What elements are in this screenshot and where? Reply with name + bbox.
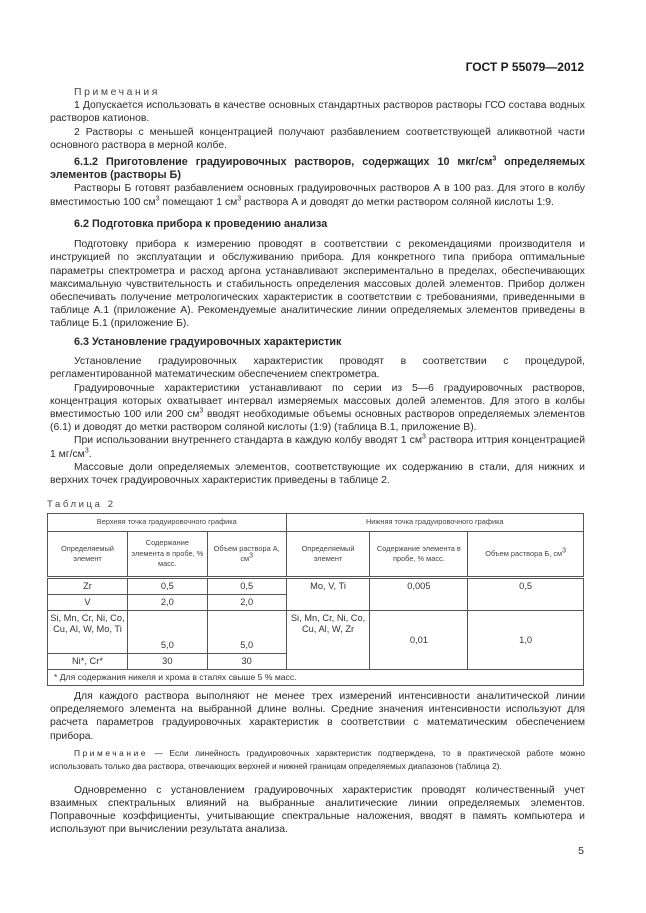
column-header: Определяемый элемент <box>286 532 370 578</box>
note <box>50 747 585 773</box>
table-cell: 0,5 <box>127 578 207 595</box>
notes-title: Примечания <box>74 87 160 98</box>
paragraph <box>50 182 585 208</box>
text: При использовании внутреннего стандарта в каждую колбу вводят 1 см <box>74 435 422 447</box>
superscript: 3 <box>84 447 89 455</box>
paragraph: Одновременно с установлением градуировочных характеристик проводят количественный учет взаимных спектральных влияний на выбранные аналитические линии определяемых элементов. Поправочные коэффициенты, учитывающие спектральные наложения, вводят в память компьютера и используют при вычислении результата анализа. <box>50 784 585 836</box>
table-cell: Si, Mn, Cr, Ni, Co, Cu, Al, W, Mo, Ti <box>48 611 128 654</box>
table-row <box>48 578 584 595</box>
superscript: 3 <box>492 155 497 163</box>
text: помещают 1 см <box>159 196 238 208</box>
section-6-2 <box>50 218 585 331</box>
page-number: 5 <box>578 845 584 857</box>
superscript: 3 <box>562 547 567 555</box>
after-table-block <box>50 690 585 837</box>
column-header: Содержание элемента в пробе, % масс. <box>370 532 468 578</box>
table-cell: 2,0 <box>127 595 207 611</box>
table-cell: 2,0 <box>207 595 286 611</box>
heading-text: 6.1.2 Приготовление градуировочных растворов, содержащих 10 мкг/см <box>74 156 493 168</box>
notes-block <box>50 86 585 152</box>
table-2 <box>47 513 584 686</box>
table-cell: Ni*, Cr* <box>48 654 128 670</box>
superscript: 3 <box>421 433 426 441</box>
table-cell: 5,0 <box>127 611 207 654</box>
table-footnote: * Для содержания никеля и хрома в сталях свыше 5 % масс. <box>48 670 584 686</box>
lower-point-header: Нижняя точка градуировочного графика <box>286 514 583 532</box>
paragraph: Подготовку прибора к измерению проводят в соответствии с рекомендациями производителя и инструкцией по эксплуатации и обслуживанию прибора. Для конкретного типа прибора оптимальные параметры спектрометра и расход аргона устанавливают экспериментально в пределах, обеспечивающих максимальную чувствительность и стабильность определения массовых долей элементов. Прибор должен обеспечивать получение метрологических характеристик в соответствии с требованиями, приведенными в таблице А.1 (приложение А). Рекомендуемые аналитические линии определяемых элементов приведены в таблице Б.1 (приложение Б). <box>50 239 585 330</box>
superscript: 3 <box>199 407 204 415</box>
table-cell: 0,5 <box>468 578 584 611</box>
text: Объем раствора А, см <box>213 543 280 563</box>
column-header: Определяемый элемент <box>48 532 128 578</box>
note-item: 2 Растворы с меньшей концентрацией получают разбавлением соответствующей аликвотной части основного раствора в мерной колбе. <box>50 126 585 151</box>
table-cell: Zr <box>48 578 128 595</box>
document-id-header: ГОСТ Р 55079—2012 <box>465 60 584 74</box>
text: раствора А и доводят до метки раствором соляной кислоты 1:9. <box>241 196 554 208</box>
section-6-3 <box>50 336 585 487</box>
text: раствора иттрия концентрацией 1 мг/см <box>50 435 585 460</box>
paragraph: Массовые доли определяемых элементов, соответствующие их содержанию в стали, для нижних и верхних точек градуировочных характеристик приведены в таблице 2. <box>50 461 585 487</box>
section-heading: 6.2 Подготовка прибора к проведению анализа <box>74 218 328 230</box>
text: вводят необходимые объемы основных растворов определяемых элементов (6.1) и доводят до метки раствором соляной кислоты (1:9) (таблица В.1, приложение В). <box>50 409 585 434</box>
superscript: 3 <box>237 195 242 203</box>
table-cell: 30 <box>127 654 207 670</box>
paragraph: При использовании внутреннего стандарта в каждую колбу вводят 1 $см^3$ раствора иттрия концентрацией 1 $мг/см^3$. <box>50 433 585 460</box>
table-cell: 0,01 <box>370 611 468 670</box>
column-header <box>207 532 286 578</box>
paragraph <box>50 382 585 435</box>
table-cell: V <box>48 595 128 611</box>
section-heading <box>50 156 585 182</box>
text: Градуировочные характеристики устанавливают по серии из 5—6 градуировочных растворов, концентрация которых охватывает интервал измеряемых массовых долей элементов. Для этого в колбы вместимостью 100 или 200 см <box>50 382 585 421</box>
section-6-1-2 <box>50 156 585 209</box>
superscript: 3 <box>249 552 254 560</box>
table-row <box>48 611 584 654</box>
table-cell: 5,0 <box>207 611 286 654</box>
table-cell: Mo, V, Ti <box>286 578 370 611</box>
text: Объем раствора Б, см <box>485 548 563 558</box>
table-caption: Таблица 2 <box>47 499 116 510</box>
heading-text: определяемых элементов (растворы Б) <box>50 156 585 182</box>
column-header: Содержание элемента в пробе, % масс. <box>127 532 207 578</box>
section-heading: 6.3 Установление градуировочных характеристик <box>74 336 342 348</box>
note-text: — Если линейность градуировочных характеристик подтверждена, то в практической работе можно использовать только два раствора, отвечающих верхней и нижней границам определяемых диапазонов (таблица 2). <box>50 747 585 771</box>
superscript: 3 <box>155 195 160 203</box>
table-cell: 1,0 <box>468 611 584 670</box>
table-cell: 0,005 <box>370 578 468 611</box>
note-label: Примечание <box>74 747 149 758</box>
text: Растворы Б готовят разбавлением основных градуировочных растворов А в 100 раз. Для этого в колбу вместимостью 100 см <box>50 183 585 208</box>
table-cell: Si, Mn, Cr, Ni, Co, Cu, Al, W, Zr <box>286 611 370 670</box>
paragraph: Установление градуировочных характеристик проводят в соответствии с процедурой, регламентированной математическим обеспечением спектрометра. <box>50 356 585 381</box>
column-header <box>468 532 584 578</box>
note-item: 1 Допускается использовать в качестве основных стандартных растворов растворы ГСО состава водных растворов катионов. <box>50 100 585 125</box>
table-cell: 30 <box>207 654 286 670</box>
paragraph: Для каждого раствора выполняют не менее трех измерений интенсивности аналитической линии определяемого элемента на выбранной длине волны. Средние значения интенсивности используют для расчета параметров градуировочных характеристик в соответствии с математическим обеспечением прибора. <box>50 691 585 742</box>
upper-point-header: Верхняя точка градуировочного графика <box>48 514 287 532</box>
table-cell: 0,5 <box>207 578 286 595</box>
